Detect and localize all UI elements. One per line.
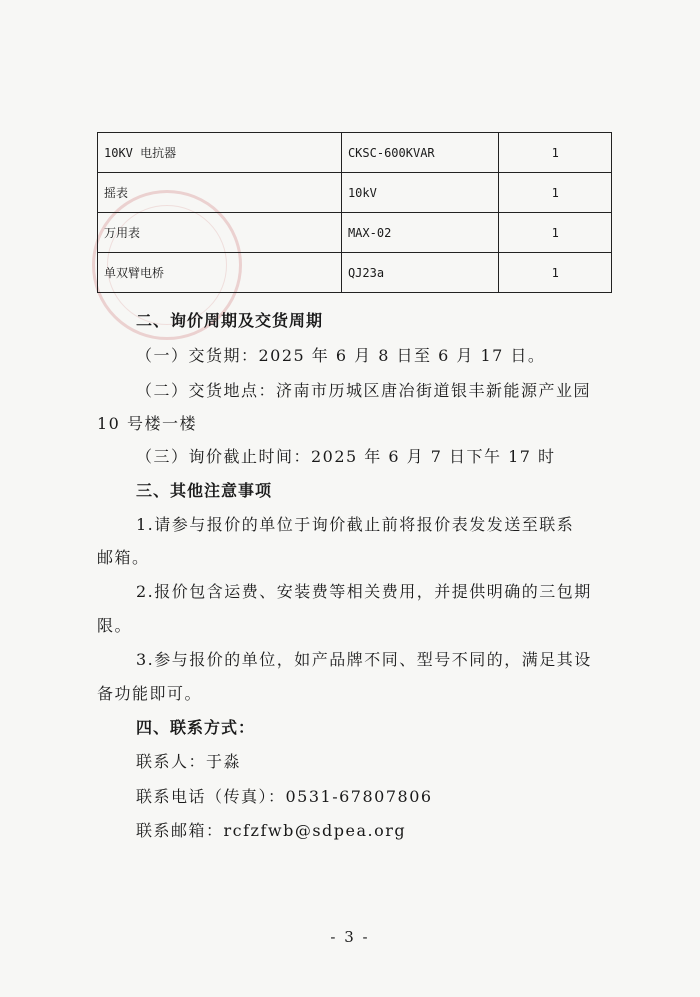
section-2-heading: 二、询价周期及交货周期 — [136, 311, 324, 330]
delivery-location-line-1: （二）交货地点：济南市历城区唐冶街道银丰新能源产业园 — [136, 381, 592, 400]
table-row — [98, 253, 612, 293]
item-model: QJ23a — [341, 253, 499, 293]
contact-phone: 联系电话（传真）：0531-67807806 — [136, 787, 433, 806]
table-row — [98, 133, 612, 173]
item-name: 万用表 — [98, 213, 342, 253]
delivery-period: （一）交货期：2025 年 6 月 8 日至 6 月 17 日。 — [136, 346, 546, 365]
item-quantity: 1 — [499, 133, 612, 173]
note-2-line-1: 2.报价包含运费、安装费等相关费用，并提供明确的三包期 — [136, 582, 592, 601]
note-2-line-2: 限。 — [97, 616, 133, 635]
item-quantity: 1 — [499, 213, 612, 253]
table-row — [98, 173, 612, 213]
contact-email: 联系邮箱：rcfzfwb@sdpea.org — [136, 821, 407, 840]
section-4-heading: 四、联系方式： — [136, 718, 256, 737]
item-model: 10kV — [341, 173, 499, 213]
note-1-line-1: 1.请参与报价的单位于询价截止前将报价表发发送至联系 — [136, 515, 575, 534]
table-row — [98, 213, 612, 253]
contact-person: 联系人：于淼 — [136, 752, 242, 771]
item-name: 摇表 — [98, 173, 342, 213]
delivery-location-line-2: 10 号楼一楼 — [97, 414, 197, 433]
note-1-line-2: 邮箱。 — [97, 548, 150, 567]
item-name: 10KV 电抗器 — [98, 133, 342, 173]
equipment-table — [97, 132, 612, 293]
item-quantity: 1 — [499, 253, 612, 293]
item-model: MAX-02 — [341, 213, 499, 253]
note-3-line-1: 3.参与报价的单位，如产品牌不同、型号不同的，满足其设 — [136, 650, 592, 669]
item-model: CKSC-600KVAR — [341, 133, 499, 173]
section-3-heading: 三、其他注意事项 — [136, 481, 273, 500]
page-number: - 3 - — [330, 928, 370, 946]
item-name: 单双臂电桥 — [98, 253, 342, 293]
item-quantity: 1 — [499, 173, 612, 213]
note-3-line-2: 备功能即可。 — [97, 684, 203, 703]
inquiry-deadline: （三）询价截止时间：2025 年 6 月 7 日下午 17 时 — [136, 447, 556, 466]
